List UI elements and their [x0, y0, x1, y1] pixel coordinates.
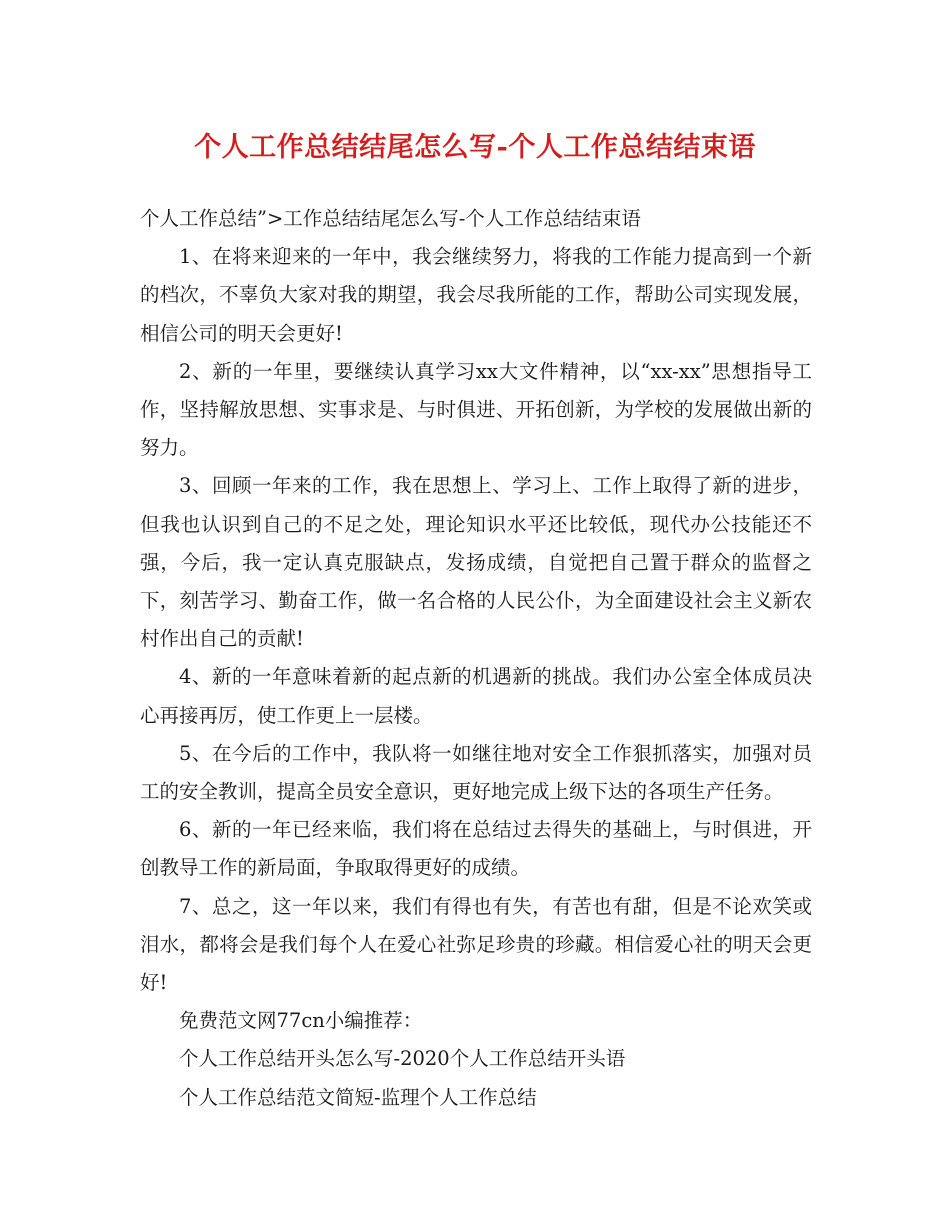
document-body — [140, 200, 812, 1117]
paragraph-3: 3、回顾一年来的工作，我在思想上、学习上、工作上取得了新的进步，但我也认识到自己的不足之处，理论知识水平还比较低，现代办公技能还不强，今后，我一定认真克服缺点，发扬成绩，自觉把自己置于群众的监督之下，刻苦学习、勤奋工作，做一名合格的人民公仆，为全面建设社会主义新农村作出自己的贡献! — [140, 474, 812, 651]
breadcrumb: 个人工作总结”>工作总结结尾怎么写-个人工作总结结束语 — [140, 207, 641, 230]
paragraph-1: 1、在将来迎来的一年中，我会继续努力，将我的工作能力提高到一个新的档次，不辜负大家对我的期望，我会尽我所能的工作，帮助公司实现发展，相信公司的明天会更好! — [140, 245, 812, 345]
paragraph-6: 6、新的一年已经来临，我们将在总结过去得失的基础上，与时俱进，开创教导工作的新局面，争取取得更好的成绩。 — [140, 818, 812, 880]
paragraph-4: 4、新的一年意味着新的起点新的机遇新的挑战。我们办公室全体成员决心再接再厉，使工作更上一层楼。 — [140, 665, 812, 727]
paragraph-5: 5、在今后的工作中，我队将一如继往地对安全工作狠抓落实，加强对员工的安全教训，提高全员安全意识，更好地完成上级下达的各项生产任务。 — [140, 741, 812, 804]
related-link-2[interactable]: 个人工作总结范文简短-监理个人工作总结 — [179, 1085, 537, 1109]
paragraph-7: 7、总之，这一年以来，我们有得也有失，有苦也有甜，但是不论欢笑或泪水，都将会是我们每个人在爱心社弥足珍贵的珍藏。相信爱心社的明天会更好! — [140, 894, 812, 995]
related-link-1[interactable]: 个人工作总结开头怎么写-2020个人工作总结开头语 — [179, 1047, 626, 1071]
paragraph-2: 2、新的一年里，要继续认真学习xx大文件精神，以“xx-xx”思想指导工作，坚持解放思想、实事求是、与时俱进、开拓创新，为学校的发展做出新的努力。 — [140, 359, 812, 460]
document-title: 个人工作总结结尾怎么写-个人工作总结结束语 — [194, 132, 756, 163]
recommend-label: 免费范文网77cn小编推荐： — [179, 1009, 423, 1033]
